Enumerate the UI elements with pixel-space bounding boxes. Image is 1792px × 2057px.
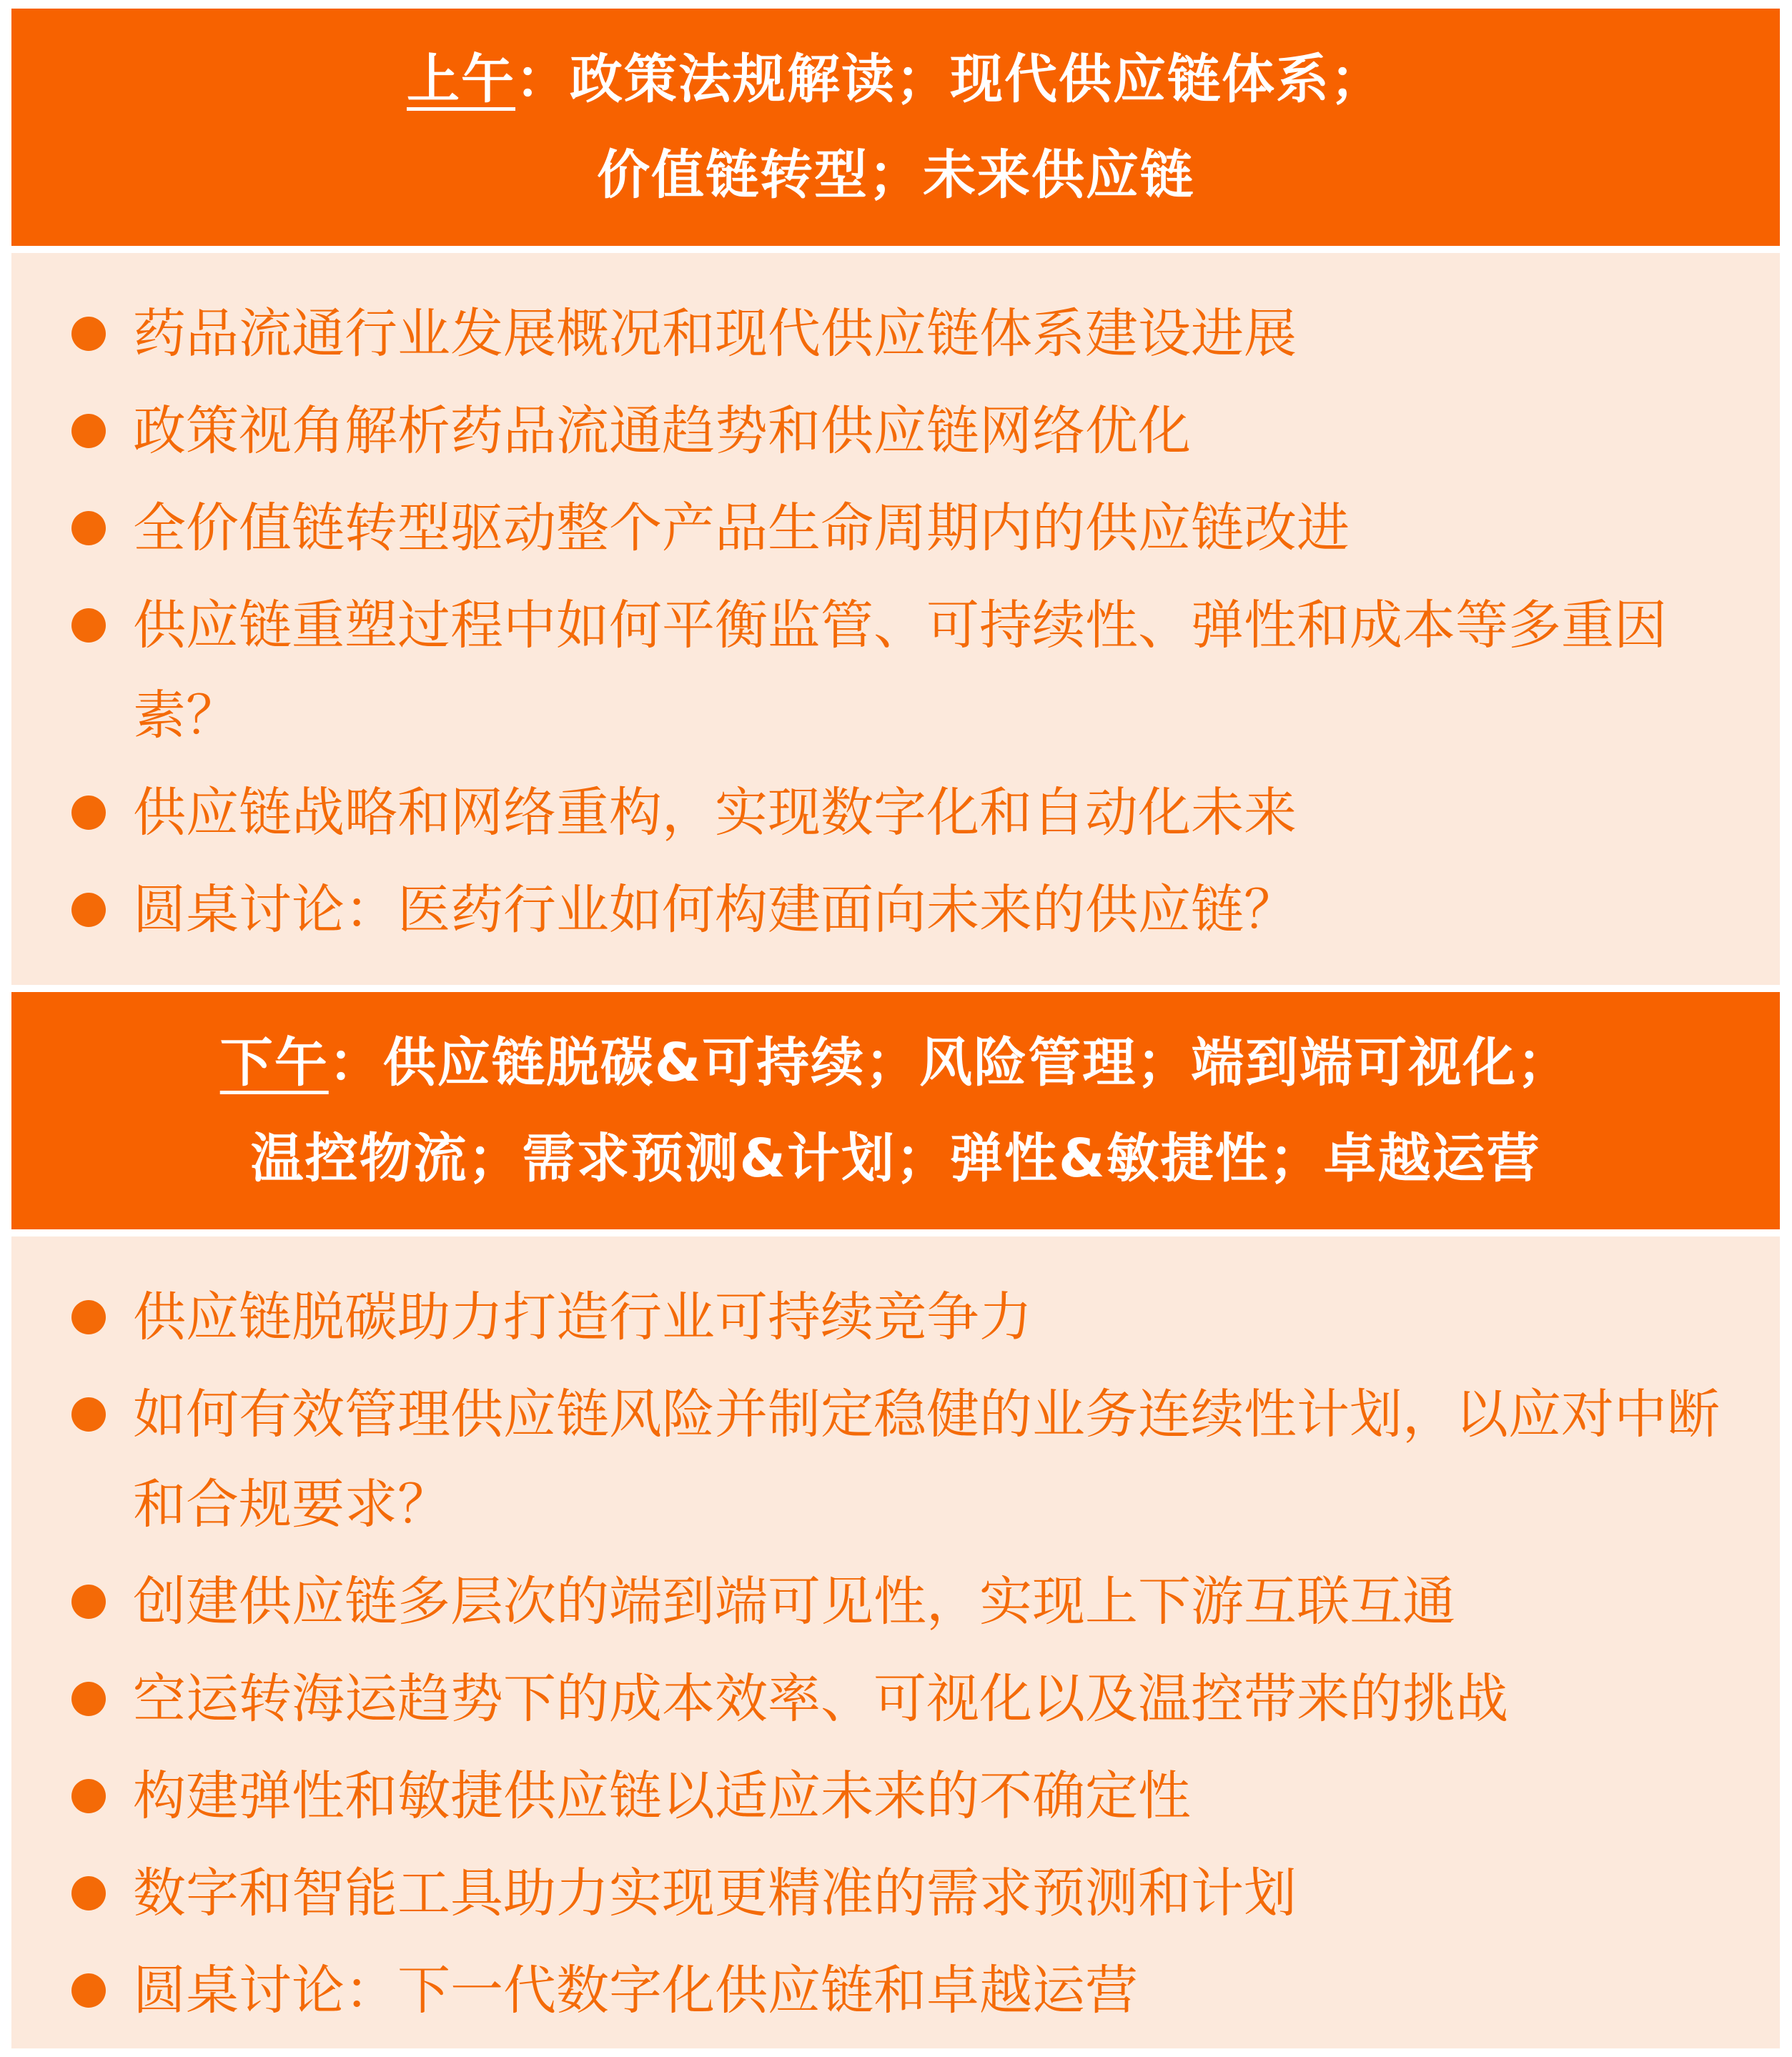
morning-header [11, 9, 1780, 246]
list-item [61, 768, 1751, 858]
list-item [61, 1654, 1751, 1744]
afternoon-header-topics-1: ：供应链脱碳&可持续；风险管理；端到端可视化； [328, 1032, 1572, 1094]
topic-text: 供应链战略和网络重构，实现数字化和自动化未来 [133, 782, 1297, 843]
topic-text: 圆桌讨论：下一代数字化供应链和卓越运营 [133, 1960, 1138, 2021]
list-item [61, 1751, 1751, 1841]
topic-text: 全价值链转型驱动整个产品生命周期内的供应链改进 [133, 497, 1350, 559]
topic-text: 如何有效管理供应链风险并制定稳健的业务连续性计划，以应对中断和合规要求？ [133, 1384, 1720, 1535]
morning-header-line-1 [407, 31, 1385, 127]
afternoon-tag: 下午 [219, 1032, 329, 1094]
list-item [61, 289, 1751, 379]
list-item [61, 386, 1751, 476]
afternoon-topic-list [11, 1236, 1780, 2048]
list-item [61, 1369, 1751, 1550]
agenda-page [11, 9, 1780, 2048]
bullet-dot-icon [71, 1300, 106, 1334]
morning-header-topics-1: ：政策法规解读；现代供应链体系； [515, 49, 1385, 110]
topic-text: 构建弹性和敏捷供应链以适应未来的不确定性 [133, 1765, 1191, 1827]
bullet-dot-icon [71, 1682, 106, 1716]
list-item [61, 865, 1751, 955]
afternoon-header [11, 992, 1780, 1229]
bullet-dot-icon [71, 317, 106, 351]
bullet-dot-icon [71, 1585, 106, 1619]
topic-text: 创建供应链多层次的端到端可见性，实现上下游互联互通 [133, 1571, 1455, 1632]
afternoon-header-line-1 [220, 1015, 1572, 1111]
list-item [61, 1272, 1751, 1362]
list-item [61, 483, 1751, 573]
bullet-dot-icon [71, 1779, 106, 1813]
morning-topic-list [11, 253, 1780, 985]
bullet-dot-icon [71, 795, 106, 830]
morning-tag: 上午 [407, 49, 515, 110]
topic-text: 供应链脱碳助力打造行业可持续竞争力 [133, 1287, 1032, 1348]
list-item [61, 1848, 1751, 1938]
bullet-dot-icon [71, 1397, 106, 1432]
bullet-dot-icon [71, 1876, 106, 1910]
topic-text: 数字和智能工具助力实现更精准的需求预测和计划 [133, 1863, 1297, 1924]
topic-text: 空运转海运趋势下的成本效率、可视化以及温控带来的挑战 [133, 1668, 1508, 1730]
list-item [61, 1557, 1751, 1647]
morning-header-line-2: 价值链转型；未来供应链 [597, 144, 1194, 206]
topic-text: 药品流通行业发展概况和现代供应链体系建设进展 [133, 303, 1297, 365]
bullet-dot-icon [71, 414, 106, 448]
topic-text: 圆桌讨论：医药行业如何构建面向未来的供应链？ [133, 879, 1297, 941]
list-item [61, 580, 1751, 760]
topic-text: 政策视角解析药品流通趋势和供应链网络优化 [133, 400, 1191, 462]
afternoon-header-line-2: 温控物流；需求预测&计划；弹性&敏捷性；卓越运营 [250, 1128, 1541, 1189]
bullet-dot-icon [71, 893, 106, 927]
topic-text: 供应链重塑过程中如何平衡监管、可持续性、弹性和成本等多重因素？ [133, 595, 1667, 746]
bullet-dot-icon [71, 608, 106, 643]
bullet-dot-icon [71, 511, 106, 545]
list-item [61, 1946, 1751, 2036]
bullet-dot-icon [71, 1973, 106, 2008]
